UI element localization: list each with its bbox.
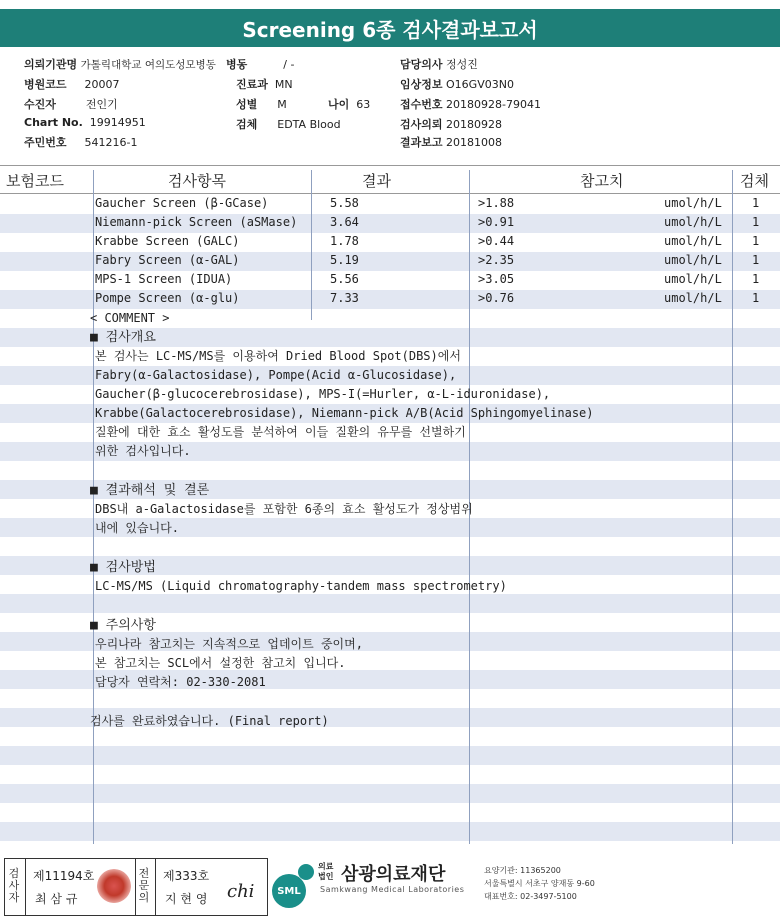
test-item: MPS-1 Screen (IDUA) [95, 272, 233, 286]
table-row [0, 195, 780, 214]
comment-line: 위한 검사입니다. [95, 444, 191, 458]
comment-line: DBS내 a-Galactosidase를 포함한 6종의 효소 활성도가 정상범위 [95, 502, 473, 516]
table-row [0, 290, 780, 309]
comment-line: 본 검사는 LC-MS/MS를 이용하여 Dried Blood Spot(DBS)에서 [95, 349, 461, 363]
specimen-count: 1 [752, 272, 760, 286]
specimen-count: 1 [752, 291, 760, 305]
test-item: Pompe Screen (α-glu) [95, 291, 240, 305]
id-label: 주민번호 [24, 136, 67, 149]
comment-header: < COMMENT > [90, 311, 170, 325]
specimen-count: 1 [752, 234, 760, 248]
receipt-label: 접수번호 [400, 98, 443, 111]
col-result: 결과 [362, 172, 391, 190]
org-prefix-1: 의료 [318, 862, 334, 871]
grid-stripe [0, 746, 780, 765]
test-result: 5.56 [330, 272, 359, 286]
signature-box [4, 858, 268, 916]
patient-label: 수진자 [24, 98, 56, 111]
report-date-label: 결과보고 [400, 136, 443, 149]
reference-value: >0.91 [478, 215, 515, 229]
table-row [0, 233, 780, 252]
test-item: Niemann-pick Screen (aSMase) [95, 215, 298, 229]
dept-value: / - [283, 58, 295, 71]
box-divider [135, 859, 136, 915]
col-insurance-code: 보험코드 [6, 172, 64, 190]
test-result: 5.58 [330, 196, 359, 210]
report-title: Screening 6종 검사결과보고서 [0, 9, 780, 47]
comment-line: Krabbe(Galactocerebrosidase), Niemann-pick A/B(Acid Sphingomyelinase) [95, 406, 594, 420]
tester-seal [97, 869, 131, 903]
request-date-label: 검사의뢰 [400, 118, 443, 131]
receipt-value: 20180928-79041 [446, 98, 541, 111]
requester-label: 의뢰기관명 [24, 58, 78, 71]
comment-line: Fabry(α-Galactosidase), Pompe(Acid α-Glucosidase), [95, 368, 457, 382]
request-date-value: 20180928 [446, 118, 503, 131]
comment-line: 질환에 대한 효소 활성도를 분석하여 이들 질환의 유무를 선별하기 [95, 425, 466, 439]
comment-line: 담당자 연락처: 02-330-2081 [95, 675, 266, 689]
specimen-count: 1 [752, 215, 760, 229]
test-item: Gaucher Screen (β-GCase) [95, 196, 269, 210]
tester-license-no: 제11194호 [33, 869, 95, 883]
org-prefix [318, 862, 333, 882]
sml-logo-dot [298, 864, 314, 880]
test-result: 5.19 [330, 253, 359, 267]
comment-line: 우리나라 참고치는 지속적으로 업데이트 중이며, [95, 637, 363, 651]
reference-value: >1.88 [478, 196, 515, 210]
org-phone: 대표번호: 02-3497-5100 [484, 892, 577, 901]
org-english-name: Samkwang Medical Laboratories [320, 885, 465, 894]
age-label: 나이 [328, 98, 350, 111]
unit: umol/h/L [664, 291, 722, 305]
org-contact [484, 864, 595, 903]
org-code: 요양기관: 11365200 [484, 866, 561, 875]
test-item: Krabbe Screen (GALC) [95, 234, 240, 248]
grid-stripe [0, 784, 780, 803]
table-row [0, 252, 780, 271]
specimen-value: EDTA Blood [277, 118, 341, 131]
specialist-label: 전문의 [138, 867, 150, 904]
sex-label: 성별 [236, 98, 258, 111]
tester-label: 검사자 [8, 867, 20, 904]
hospital-code-label: 병원코드 [24, 78, 67, 91]
grid-stripe [0, 594, 780, 613]
box-divider [25, 859, 26, 915]
comment-line: 본 참고치는 SCL에서 설정한 참고치 입니다. [95, 656, 346, 670]
final-report-line: 검사를 완료하였습니다. (Final report) [90, 714, 329, 728]
comment-line: ■ 주의사항 [90, 618, 156, 633]
tester-name: 최 삼 규 [35, 892, 78, 906]
reference-value: >0.44 [478, 234, 515, 248]
test-result: 3.64 [330, 215, 359, 229]
header-divider-bottom [0, 193, 780, 194]
comment-line: 내에 있습니다. [95, 521, 180, 535]
dept-label: 병동 [226, 58, 248, 71]
test-result: 7.33 [330, 291, 359, 305]
org-prefix-2: 법인 [318, 872, 334, 881]
table-row [0, 271, 780, 290]
col-specimen: 검체 [740, 172, 769, 190]
specialist-signature: chi [227, 881, 255, 902]
test-item: Fabry Screen (α-GAL) [95, 253, 240, 267]
table-row [0, 214, 780, 233]
reference-value: >2.35 [478, 253, 515, 267]
unit: umol/h/L [664, 196, 722, 210]
requester-value: 가톨릭대학교 여의도성모병동 [80, 59, 216, 71]
comment-line: ■ 검사개요 [90, 330, 156, 345]
specimen-count: 1 [752, 253, 760, 267]
clinical-info-value: O16GV03N0 [446, 78, 514, 91]
doctor-label: 담당의사 [400, 58, 443, 71]
comment-line: ■ 결과해석 및 결론 [90, 483, 210, 498]
specialist-name: 지 현 영 [165, 892, 208, 906]
chart-no-value: 19914951 [89, 116, 146, 129]
chart-no-label: Chart No. [24, 116, 83, 129]
clinic-label: 진료과 [236, 78, 268, 91]
sml-logo [272, 860, 316, 910]
org-address: 서울특별시 서초구 양재동 9-60 [484, 879, 595, 888]
reference-value: >0.76 [478, 291, 515, 305]
results-column-header [0, 167, 780, 193]
unit: umol/h/L [664, 234, 722, 248]
org-name: 삼광의료재단 [341, 864, 446, 885]
report-date-value: 20181008 [446, 136, 503, 149]
test-result: 1.78 [330, 234, 359, 248]
unit: umol/h/L [664, 272, 722, 286]
comment-line: ■ 검사방법 [90, 560, 156, 575]
grid-stripe [0, 822, 780, 841]
box-divider [155, 859, 156, 915]
report-info-block [0, 52, 780, 156]
doctor-value: 정성진 [446, 58, 478, 71]
header-divider-top [0, 165, 780, 166]
reference-value: >3.05 [478, 272, 515, 286]
hospital-code-value: 20007 [84, 78, 120, 91]
age-value: 63 [356, 98, 371, 111]
col-test-item: 검사항목 [168, 172, 226, 190]
clinical-info-label: 임상정보 [400, 78, 443, 91]
unit: umol/h/L [664, 253, 722, 267]
unit: umol/h/L [664, 215, 722, 229]
report-footer [0, 850, 780, 924]
clinic-value: MN [274, 78, 293, 91]
col-reference: 참고치 [580, 172, 624, 190]
specimen-count: 1 [752, 196, 760, 210]
comment-line: Gaucher(β-glucocerebrosidase), MPS-I(=Hurler, α-L-iduronidase), [95, 387, 551, 401]
id-value: 541216-1 [84, 136, 138, 149]
specimen-label: 검체 [236, 118, 258, 131]
patient-value: 전인기 [85, 98, 118, 111]
comment-line: LC-MS/MS (Liquid chromatography-tandem mass spectrometry) [95, 579, 507, 593]
specialist-license-no: 제333호 [163, 869, 210, 883]
sex-value: M [277, 98, 287, 111]
sml-logo-mark: SML [272, 874, 306, 908]
